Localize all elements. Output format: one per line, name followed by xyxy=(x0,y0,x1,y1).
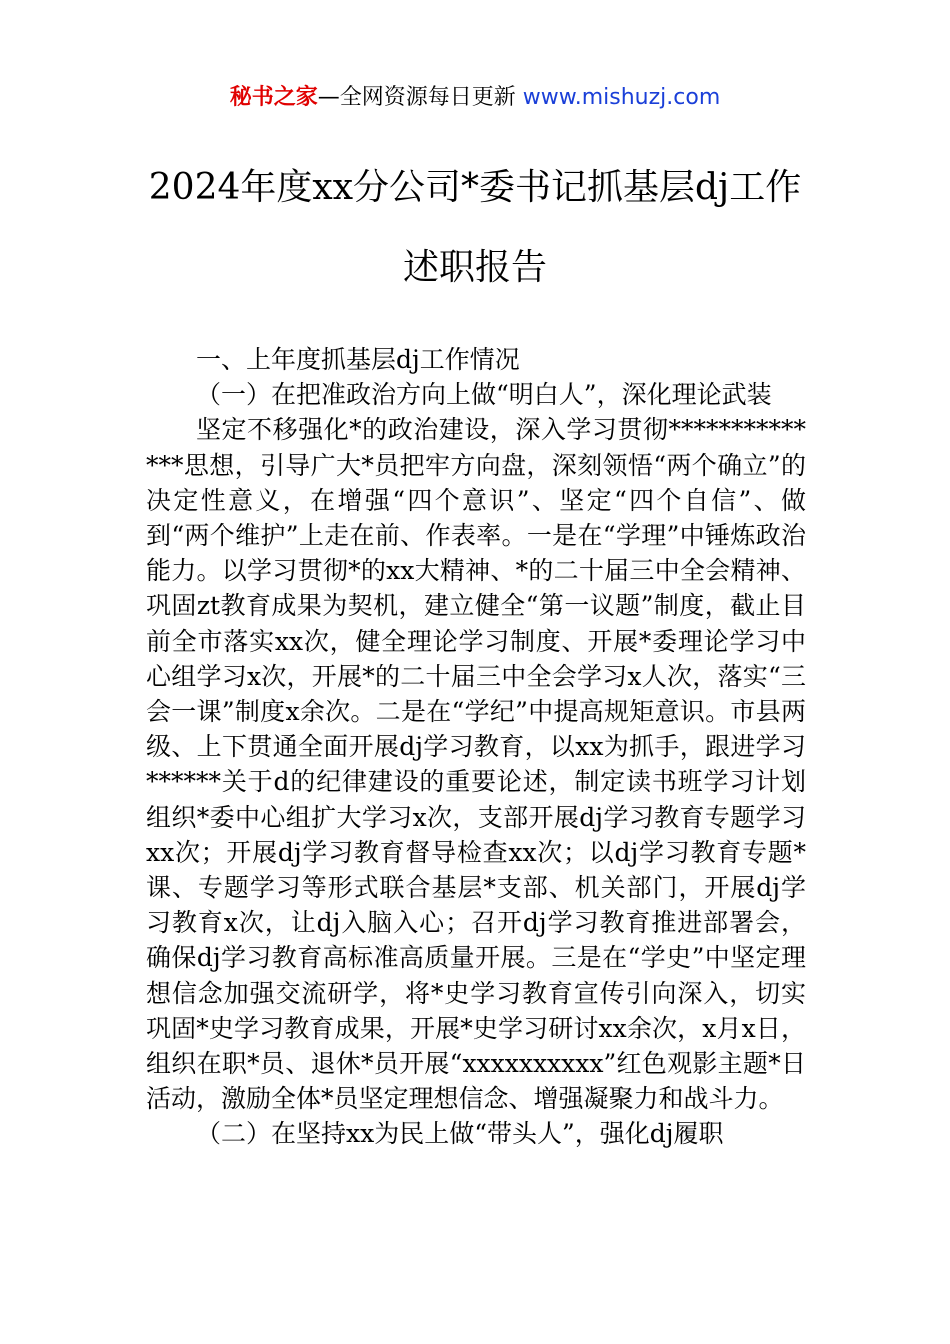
subsection-heading: （一）在把准政治方向上做“明白人”，深化理论武装 xyxy=(196,380,772,410)
document-title-line-1: 2024年度xx分公司*委书记抓基层dj工作 xyxy=(148,167,802,208)
document-title-line-2: 述职报告 xyxy=(402,247,547,288)
subsection-heading: （二）在坚持xx为民上做“带头人”，强化dj履职 xyxy=(196,1119,724,1149)
document-body xyxy=(146,342,806,1152)
site-brand: 秘书之家 xyxy=(229,85,318,110)
document-title xyxy=(80,148,870,308)
site-header xyxy=(0,80,950,111)
body-paragraph: 坚定不移强化*的政治建设，深入学习贯彻**************思想，引导广大*员把牢方向盘，深刻领悟“两个确立”的决定性意义，在增强“四个意识”、坚定“四个自信”、做到“两个维护”上走在前、作表率。一是在“学理”中锤炼政治能力。以学习贯彻*的xx大精神、*的二十届三中全会精神、巩固zt教育成果为契机，建立健全“第一议题”制度，截止目前全市落实xx次，健全理论学习制度、开展*委理论学习中心组学习x次，开展*的二十届三中全会学习x人次，落实“三会一课”制度x余次。二是在“学纪”中提高规矩意识。市县两级、上下贯通全面开展dj学习教育，以xx为抓手，跟进学习******关于d的纪律建设的重要论述，制定读书班学习计划组织*委中心组扩大学习x次，支部开展dj学习教育专题学习xx次；开展dj学习教育督导检查xx次；以dj学习教育专题*课、专题学习等形式联合基层*支部、机关部门，开展dj学习教育x次，让dj入脑入心；召开dj学习教育推进部署会，确保dj学习教育高标准高质量开展。三是在“学史”中坚定理想信念加强交流研学，将*史学习教育宣传引向深入，切实巩固*史学习教育成果，开展*史学习研讨xx余次，x月x日，组织在职*员、退休*员开展“xxxxxxxxxx”红色观影主题*日活动，激励全体*员坚定理想信念、增强凝聚力和战斗力。 xyxy=(146,415,806,1114)
site-tagline: —全网资源每日更新 xyxy=(317,85,523,110)
section-heading: 一、上年度抓基层dj工作情况 xyxy=(196,345,520,374)
site-url-link[interactable]: www.mishuzj.com xyxy=(522,85,721,110)
